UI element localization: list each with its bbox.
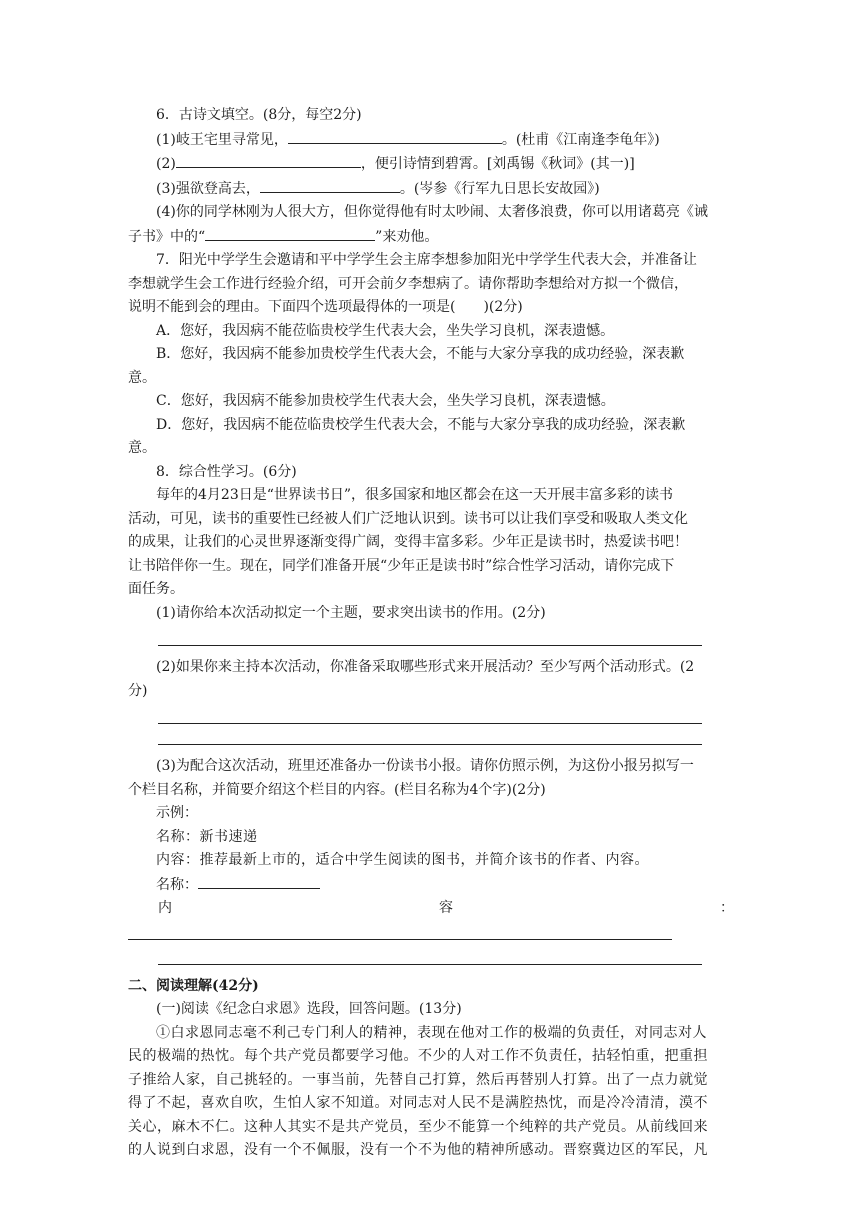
q8-task-3: (3)为配合这次活动，班里还准备办一份读书小报。请你仿照示例，为这份小报另拟写一 [156, 758, 694, 774]
example-content: 内容：推荐最新上市的，适合中学生阅读的图书，并简介该书的作者、内容。 [156, 852, 649, 868]
reading-passage-cont: 得了不起，喜欢自吹，生怕人家不知道。对同志对人民不是满腔热忱，而是冷冷清清，漠不 [128, 1095, 708, 1111]
reading-subheading: (一)阅读《纪念白求恩》选段，回答问题。(13分) [156, 1001, 462, 1017]
q8-task-2-cont: 分) [128, 682, 148, 699]
answer-blank[interactable] [198, 873, 320, 889]
q7-option-c[interactable]: C．您好，我因病不能参加贵校学生代表大会，坐失学习良机，深表遗憾。 [156, 393, 615, 409]
content-field: 内 容 ： [158, 900, 734, 916]
answer-line[interactable] [158, 703, 702, 724]
reading-passage-cont: 民的极端的热忱。每个共产党员都要学习他。不少的人对工作不负责任，拈轻怕重，把重担 [128, 1048, 708, 1064]
q7-stem: 7．阳光中学学生会邀请和平中学学生会主席李想参加阳光中学学生代表大会，并准备让 [156, 252, 697, 268]
reading-passage-cont: 的人说到白求恩，没有一个不佩服，没有一个不为他的精神所感动。晋察冀边区的军民，凡 [128, 1142, 708, 1158]
q8-intro-cont: 面任务。 [128, 581, 184, 597]
q6-stem: 6．古诗文填空。(8分，每空2分) [156, 107, 362, 123]
q7-stem-cont: 李想就学生会工作进行经验介绍，可开会前夕李想病了。请你帮助李想给对方拟一个微信， [128, 275, 688, 292]
example-name: 名称：新书速递 [156, 828, 258, 845]
q8-task-3-cont: 个栏目名称，并简要介绍这个栏目的内容。(栏目名称为4个字)(2分) [128, 781, 546, 798]
answer-blank[interactable] [205, 225, 375, 241]
answer-blank[interactable] [288, 128, 502, 144]
section-heading: 二、阅读理解(42分) [128, 977, 259, 994]
q6-item-2: (2) ，便引诗情到碧霄。[刘禹锡《秋词》(其一)] [128, 152, 736, 177]
q8-task-2: (2)如果你来主持本次活动，你准备采取哪些形式来开展活动？至少写两个活动形式。(2 [156, 659, 695, 675]
q7-option-b[interactable]: B．您好，我因病不能参加贵校学生代表大会，不能与大家分享我的成功经验，深表歉 [156, 346, 685, 362]
reading-passage-cont: 子推给人家，自己挑轻的。一事当前，先替自己打算，然后再替别人打算。出了一点力就觉 [128, 1071, 708, 1088]
q7-stem-cont: 说明不能到会的理由。下面四个选项最得体的一项是( )(2分) [128, 299, 523, 315]
q6-item-3: (3)强欲登高去， 。(岑参《行军九日思长安故园》) [128, 177, 736, 202]
q8-intro-cont: 让书陪伴你一生。现在，同学们准备开展“少年正是读书时”综合性学习活动，请你完成下 [128, 557, 675, 574]
q7-option-a[interactable]: A．您好，我因病不能莅临贵校学生代表大会，坐失学习良机，深表遗憾。 [156, 322, 615, 339]
q8-stem: 8．综合性学习。(6分) [156, 463, 297, 480]
answer-line[interactable] [158, 724, 702, 745]
answer-blank[interactable] [260, 177, 400, 193]
reading-passage: ①白求恩同志毫不利己专门利人的精神，表现在他对工作的极端的负责任，对同志对人 [156, 1024, 707, 1041]
q7-option-b-cont: 意。 [128, 369, 156, 386]
name-field: 名称： [128, 873, 736, 898]
answer-line[interactable] [158, 625, 702, 646]
example-label: 示例： [156, 805, 198, 821]
reading-passage-cont: 关心，麻木不仁。这种人其实不是共产党员，至少不能算一个纯粹的共产党员。从前线回来 [128, 1118, 708, 1135]
answer-line[interactable] [158, 944, 702, 965]
answer-blank[interactable] [176, 152, 361, 168]
q6-item-4-cont: 子书》中的“ ”来劝他。 [128, 225, 736, 250]
q7-option-d-cont: 意。 [128, 440, 156, 456]
q8-intro-cont: 活动，可见，读书的重要性已经被人们广泛地认识到。读书可以让我们享受和吸取人类文化 [128, 510, 688, 527]
q6-item-4: (4)你的同学林刚为人很大方，但你觉得他有时太吵闹、太奢侈浪费，你可以用诸葛亮《诫 [156, 204, 708, 220]
q8-intro-cont: 的成果，让我们的心灵世界逐渐变得广阔，变得丰富多彩。少年正是读书时，热爱读书吧！ [128, 534, 688, 550]
q8-intro: 每年的4月23日是“世界读书日”，很多国家和地区都会在这一天开展丰富多彩的读书 [156, 487, 674, 503]
q7-option-d[interactable]: D．您好，我因病不能莅临贵校学生代表大会，不能与大家分享我的成功经验，深表歉 [156, 416, 686, 433]
answer-line[interactable] [128, 921, 672, 940]
q8-task-1: (1)请你给本次活动拟定一个主题，要求突出读书的作用。(2分) [156, 604, 546, 621]
q6-item-1: (1)岐王宅里寻常见， 。(杜甫《江南逢李龟年》) [128, 128, 736, 153]
